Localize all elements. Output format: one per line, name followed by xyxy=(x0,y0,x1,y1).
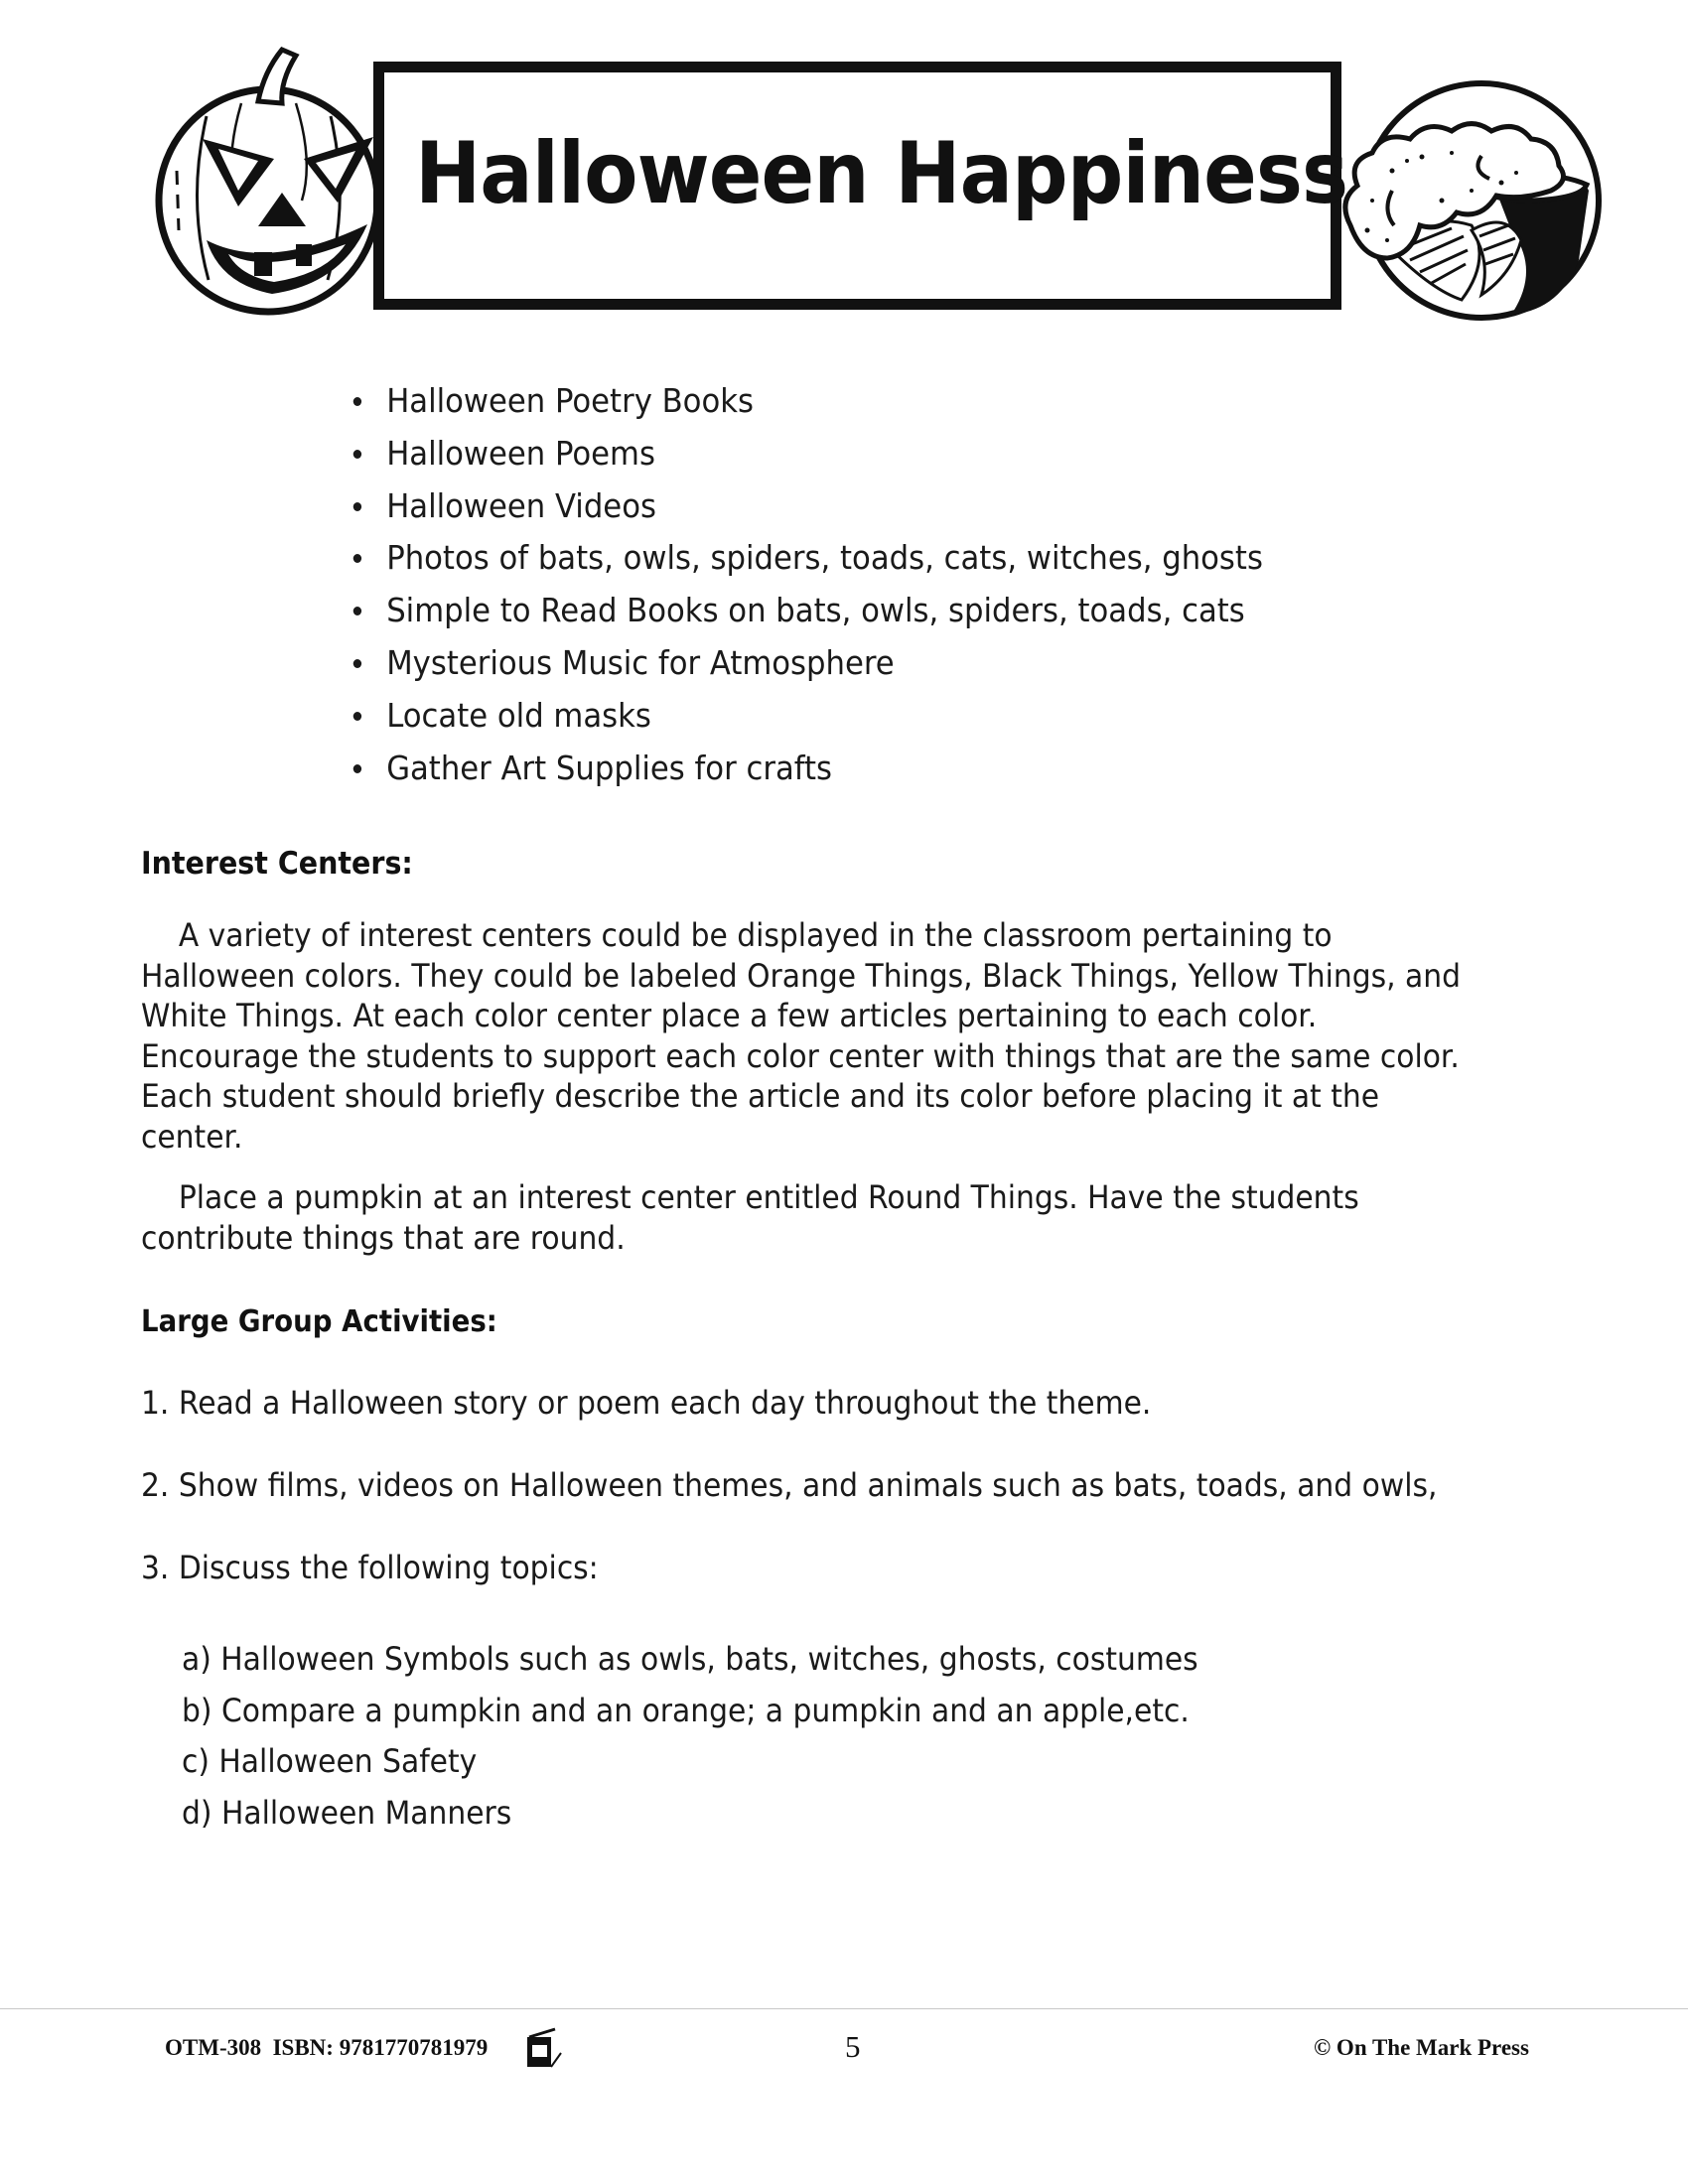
materials-list xyxy=(350,375,1332,794)
topic-item-b: b) Compare a pumpkin and an orange; a pumpkin and an apple,etc. xyxy=(182,1692,1190,1729)
bullet-icon xyxy=(353,659,361,668)
bullet-icon xyxy=(353,607,361,615)
topic-item-c: c) Halloween Safety xyxy=(182,1742,478,1780)
list-item: Halloween Poems xyxy=(350,428,1263,480)
interest-centers-heading: Interest Centers: xyxy=(141,846,413,882)
interest-centers-paragraph-2: Place a pumpkin at an interest center entitled Round Things. Have the students contribute things that are round. xyxy=(141,1178,1359,1257)
list-item: Simple to Read Books on bats, owls, spiders, toads, cats xyxy=(350,585,1263,637)
list-item: Locate old masks xyxy=(350,690,1263,743)
footer-isbn: OTM-308 ISBN: 9781770781979 xyxy=(165,2035,489,2060)
cauldron-icon xyxy=(1333,62,1606,335)
activity-item-3: 3. Discuss the following topics: xyxy=(141,1549,599,1586)
list-item: Halloween Videos xyxy=(350,480,1263,533)
activity-item-2: 2. Show films, videos on Halloween themes, and animals such as bats, toads, and owls, xyxy=(141,1466,1438,1504)
list-item: Photos of bats, owls, spiders, toads, cats, witches, ghosts xyxy=(350,532,1263,585)
interest-centers-paragraph-1: A variety of interest centers could be displayed in the classroom pertaining to Halloween colors. They could be labeled Orange Things, Black Things, Yellow Things, and White Things. At each color center place a few articles pertaining to each color. Encourage the students to support each color center with things that are the same color. Each student should briefly describe the article and its color before placing it at the center. xyxy=(141,916,1462,1156)
footer-divider xyxy=(0,2008,1688,2009)
bullet-icon xyxy=(353,554,361,563)
activity-item-1: 1. Read a Halloween story or poem each day throughout the theme. xyxy=(141,1384,1152,1422)
bullet-icon xyxy=(353,712,361,721)
list-item: Gather Art Supplies for crafts xyxy=(350,743,1263,795)
topic-item-a: a) Halloween Symbols such as owls, bats, witches, ghosts, costumes xyxy=(182,1640,1198,1678)
bullet-icon xyxy=(353,764,361,773)
topic-item-d: d) Halloween Manners xyxy=(182,1794,512,1832)
page-title: Halloween Happiness xyxy=(415,124,1348,223)
bullet-icon xyxy=(353,502,361,511)
list-item: Halloween Poetry Books xyxy=(350,375,1263,428)
footer-copyright: © On The Mark Press xyxy=(1314,2035,1529,2060)
jack-o-lantern-icon xyxy=(147,42,395,320)
bullet-icon xyxy=(353,397,361,406)
copier-icon xyxy=(525,2027,567,2069)
bullet-icon xyxy=(353,450,361,459)
page-number: 5 xyxy=(845,2029,861,2064)
large-group-heading: Large Group Activities: xyxy=(141,1304,497,1339)
list-item: Mysterious Music for Atmosphere xyxy=(350,637,1263,690)
